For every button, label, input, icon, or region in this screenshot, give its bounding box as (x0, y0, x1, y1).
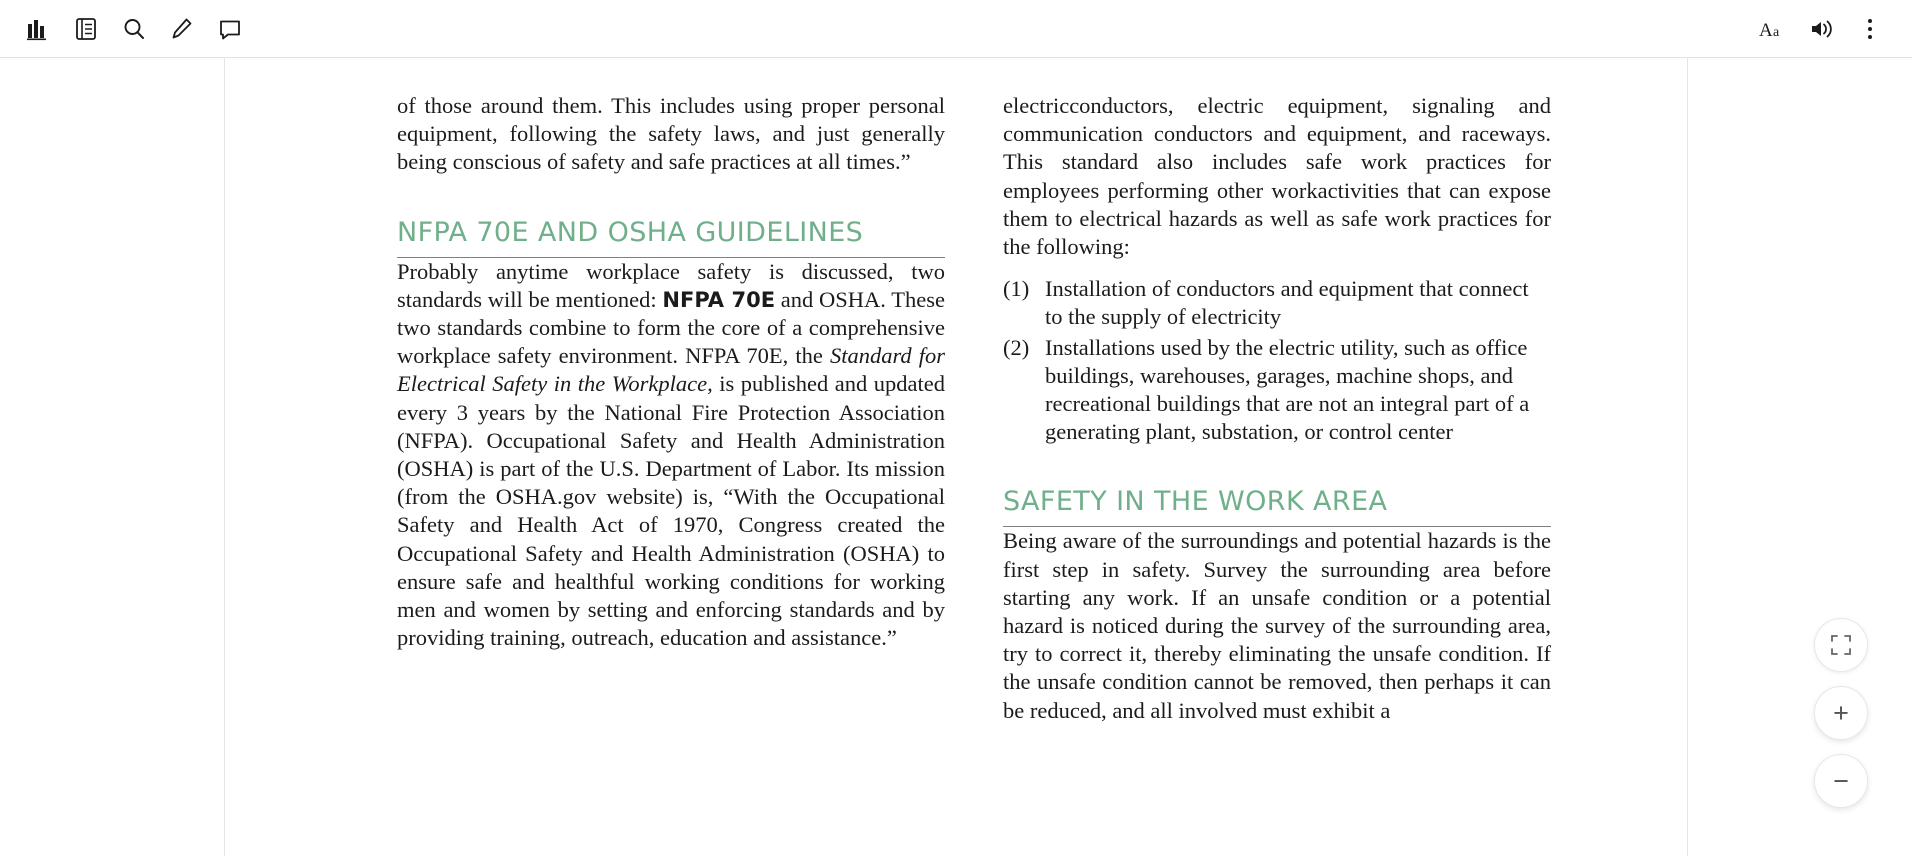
paragraph-safety-work-area: Being aware of the surroundings and potential hazards is the first step in safety. Survey the surrounding area before starting any work. If an unsafe condition or a potential hazard is noticed during the survey of the surrounding area, try to correct it, thereby eliminating the unsafe condition. If the unsafe condition cannot be removed, then perhaps it can be reduced, and all involved must exhibit a (1003, 528, 1551, 723)
contents-icon[interactable] (14, 7, 62, 51)
paragraph-nfpa-osha (397, 258, 945, 653)
text-columns (225, 58, 1687, 856)
paragraph-continued-left: of those around them. This includes using proper personal equipment, following the safety laws, and just generally being conscious of safety and safe practices at all times.” (397, 93, 945, 175)
svg-text:a: a (1773, 24, 1780, 40)
numbered-list (1003, 275, 1551, 446)
highlight-pen-icon[interactable] (158, 7, 206, 51)
nfpa-text-part-2: and OSHA. These two standards combine to form the core of a comprehensive workplace safety environment. NFPA 70E, the (397, 286, 945, 369)
floating-controls (1814, 618, 1868, 808)
left-gutter (0, 58, 224, 856)
page-surface (0, 58, 1912, 856)
toolbar-right-group (1750, 7, 1894, 51)
fullscreen-icon[interactable] (1814, 618, 1868, 672)
note-comment-icon[interactable] (206, 7, 254, 51)
paragraph-continued-right: electricconductors, electric equipment, signaling and communication conductors and equipment, and raceways. This standard also includes safe work practices for employees performing other workactivities that can expose them to electrical hazards as well as safe work practices for the following: (1003, 93, 1551, 260)
text-size-icon[interactable] (1750, 7, 1798, 51)
zoom-in-button[interactable]: + (1814, 686, 1868, 740)
left-column (397, 92, 945, 856)
list-item-text: Installation of conductors and equipment that connect to the supply of electricity (1045, 276, 1529, 330)
nfpa-text-part-1: Probably anytime workplace safety is discussed, two standards will be mentioned: (397, 258, 945, 312)
list-item-number: (1) (1003, 276, 1030, 302)
list-item (1003, 275, 1551, 331)
toolbar-left-group (14, 7, 254, 51)
standard-title-italic: Standard for Electrical Safety in the Workplace, (397, 343, 945, 397)
notebook-icon[interactable] (62, 7, 110, 51)
list-item (1003, 334, 1551, 447)
more-options-icon[interactable] (1846, 7, 1894, 51)
page-sheet (224, 58, 1688, 856)
top-toolbar (0, 0, 1912, 58)
list-item-text: Installations used by the electric utility, such as office buildings, warehouses, garages, machine shops, and recreational buildings that are not an integral part of a generating plant, substation, or control center (1045, 334, 1530, 445)
list-item-number: (2) (1003, 334, 1030, 360)
nfpa-text-part-3: is published and updated every 3 years by the National Fire Protection Association (NFPA). Occupational Safety and Health Administration (OSHA) is part of the U.S. Department of Labor. Its mission (from the OSHA.gov website) is, “With the Occupational Safety and Health Act of 1970, Congress created the Occupational Safety and Health Administration (OSHA) to ensure safe and healthful working conditions for working men and women by setting and enforcing standards and by providing training, outreach, education and assistance.” (397, 371, 946, 651)
nfpa-70e-bold: NFPA 70E (662, 287, 776, 312)
section-heading-safety-work-area: SAFETY IN THE WORK AREA (1003, 486, 1551, 527)
svg-text:A: A (1759, 19, 1773, 41)
search-icon[interactable] (110, 7, 158, 51)
read-aloud-icon[interactable] (1798, 7, 1846, 51)
section-heading-nfpa: NFPA 70E AND OSHA GUIDELINES (397, 217, 945, 258)
zoom-out-button[interactable]: − (1814, 754, 1868, 808)
right-gutter (1688, 58, 1912, 856)
right-column (1003, 92, 1551, 856)
